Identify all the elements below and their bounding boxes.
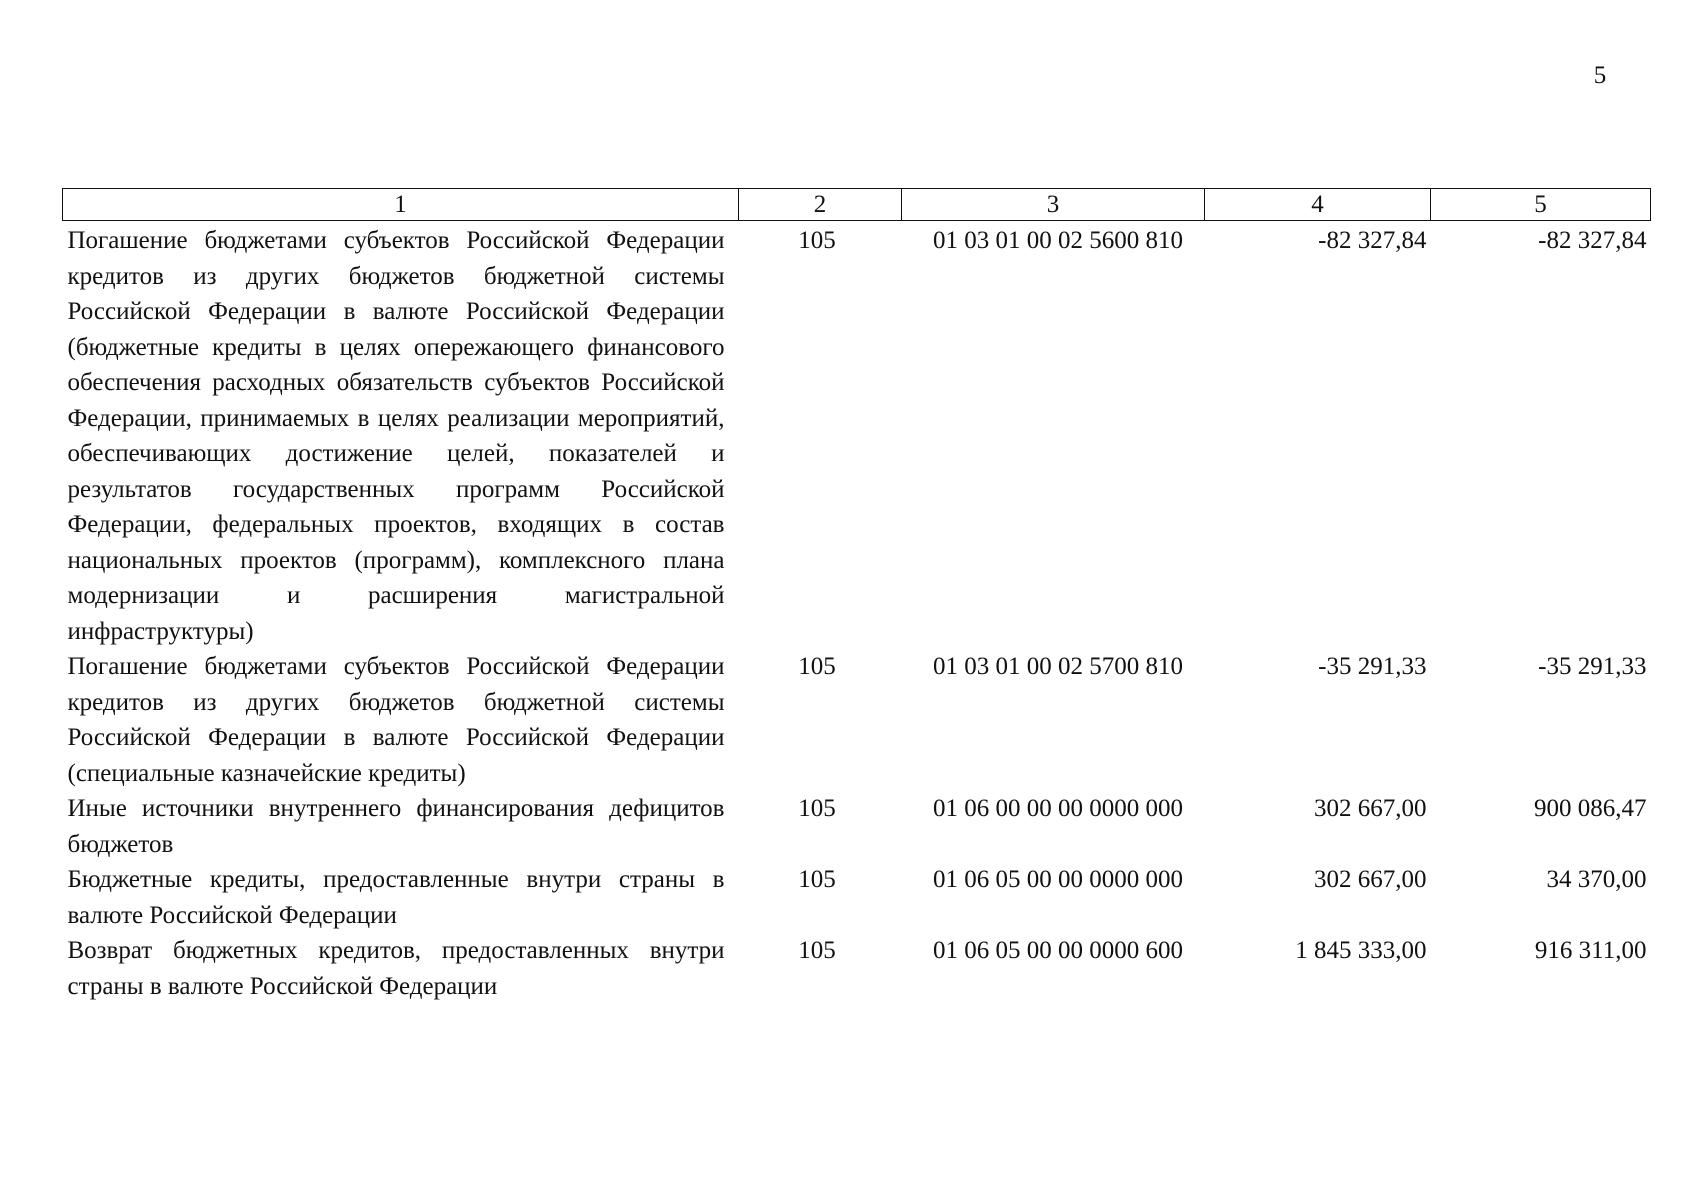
row-value-4: 302 667,00 xyxy=(1314,866,1427,893)
table-row xyxy=(63,221,1651,650)
sources-table xyxy=(62,188,1651,1004)
row-classification-code: 01 06 05 00 00 0000 600 xyxy=(933,937,1183,964)
row-classification-code: 01 03 01 00 02 5700 810 xyxy=(933,653,1183,680)
row-admin-code: 105 xyxy=(798,937,836,964)
row-classification-code: 01 06 05 00 00 0000 000 xyxy=(933,866,1183,893)
table-row xyxy=(63,649,1651,791)
row-value-4: 302 667,00 xyxy=(1314,795,1427,822)
row-name: Бюджетные кредиты, предоставленные внутри страны в валюте Российской Федерации xyxy=(67,866,725,929)
column-header-3: 3 xyxy=(902,189,1205,221)
table-body xyxy=(63,221,1651,1005)
row-value-4: -35 291,33 xyxy=(1318,653,1427,680)
row-classification-code: 01 06 00 00 00 0000 000 xyxy=(933,795,1183,822)
row-admin-code: 105 xyxy=(798,795,836,822)
row-admin-code: 105 xyxy=(798,866,836,893)
row-name: Погашение бюджетами субъектов Российской Федерации кредитов из других бюджетов бюджетной системы Российской Федерации в валюте Российской Федерации (бюджетные кредиты в целях опережающего финансового обеспечения расходных обязательств субъектов Российской Федерации, принимаемых в целях реализации мероприятий, обеспечивающих достижение целей, показателей и результатов государственных программ Российской Федерации, федеральных проектов, входящих в состав национальных проектов (программ), комплексного плана модернизации и расширения магистральной инфраструктуры) xyxy=(67,227,725,645)
row-value-5: -82 327,84 xyxy=(1538,227,1647,254)
table-row xyxy=(63,791,1651,862)
column-header-5: 5 xyxy=(1431,189,1651,221)
row-admin-code: 105 xyxy=(798,653,836,680)
column-header-2: 2 xyxy=(739,189,902,221)
row-name: Возврат бюджетных кредитов, предоставленных внутри страны в валюте Российской Федерации xyxy=(67,937,725,1000)
row-name: Погашение бюджетами субъектов Российской Федерации кредитов из других бюджетов бюджетной системы Российской Федерации в валюте Российской Федерации (специальные казначейские кредиты) xyxy=(67,653,725,787)
row-value-5: 916 311,00 xyxy=(1534,937,1647,964)
row-classification-code: 01 03 01 00 02 5600 810 xyxy=(933,227,1183,254)
row-name: Иные источники внутреннего финансирования дефицитов бюджетов xyxy=(67,795,725,858)
table-header xyxy=(63,189,1651,221)
row-value-4: 1 845 333,00 xyxy=(1295,937,1427,964)
page-number: 5 xyxy=(1593,62,1607,89)
row-value-4: -82 327,84 xyxy=(1318,227,1427,254)
table-row xyxy=(63,933,1651,1004)
table-row xyxy=(63,862,1651,933)
column-header-4: 4 xyxy=(1205,189,1431,221)
column-header-1: 1 xyxy=(63,189,739,221)
row-value-5: -35 291,33 xyxy=(1538,653,1647,680)
row-value-5: 34 370,00 xyxy=(1546,866,1647,893)
row-value-5: 900 086,47 xyxy=(1534,795,1647,822)
row-admin-code: 105 xyxy=(798,227,836,254)
header-row xyxy=(63,189,1651,221)
